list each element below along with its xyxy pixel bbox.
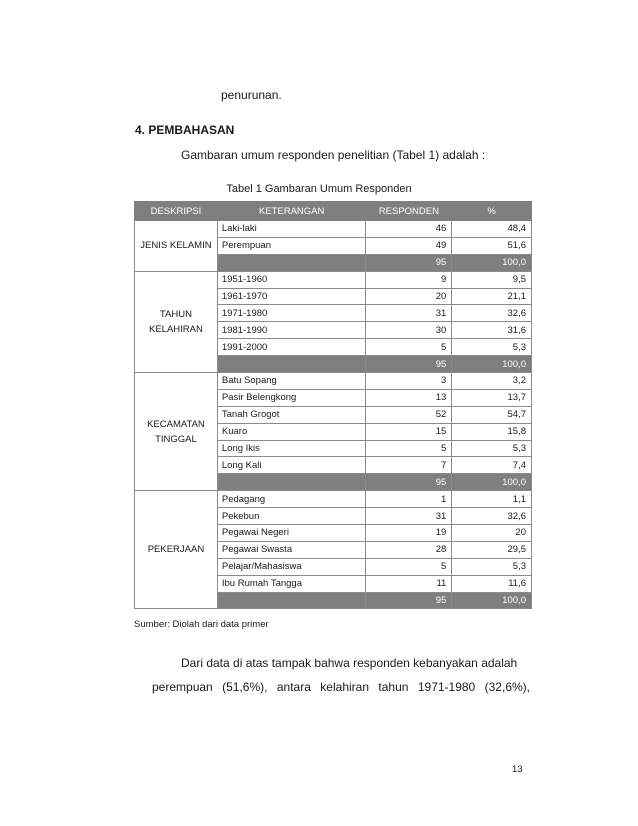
keterangan-cell: 1951-1960	[217, 271, 366, 288]
responden-cell: 31	[366, 508, 452, 525]
category-cell: PEKERJAAN	[135, 491, 218, 609]
responden-cell: 52	[366, 406, 452, 423]
responden-cell: 28	[366, 541, 452, 558]
total-responden-cell: 95	[366, 356, 452, 373]
body-paragraph-line-1: Dari data di atas tampak bahwa responden kebanyakan adalah	[181, 656, 518, 670]
keterangan-cell: 1961-1970	[217, 288, 366, 305]
keterangan-cell: Tanah Grogot	[217, 406, 366, 423]
keterangan-cell: Laki-laki	[217, 221, 366, 238]
percent-cell: 48,4	[452, 221, 532, 238]
category-cell: JENIS KELAMIN	[135, 221, 218, 272]
responden-cell: 31	[366, 305, 452, 322]
total-blank-cell	[217, 356, 366, 373]
responden-cell: 1	[366, 491, 452, 508]
percent-cell: 31,6	[452, 322, 532, 339]
previous-page-text: penurunan.	[221, 88, 282, 102]
percent-cell: 9,5	[452, 271, 532, 288]
responden-cell: 11	[366, 575, 452, 592]
percent-cell: 21,1	[452, 288, 532, 305]
total-percent-cell: 100,0	[452, 592, 532, 609]
table-header-row	[135, 202, 532, 221]
header-responden: RESPONDEN	[366, 202, 452, 221]
percent-cell: 15,8	[452, 423, 532, 440]
responden-cell: 15	[366, 423, 452, 440]
table-row	[135, 491, 532, 508]
table-source-note: Sumber: Diolah dari data primer	[134, 619, 269, 630]
percent-cell: 32,6	[452, 508, 532, 525]
responden-cell: 5	[366, 558, 452, 575]
keterangan-cell: Kuaro	[217, 423, 366, 440]
keterangan-cell: Long Kali	[217, 457, 366, 474]
table-row	[135, 271, 532, 288]
page-number: 13	[512, 764, 523, 775]
percent-cell: 20	[452, 525, 532, 542]
keterangan-cell: Pasir Belengkong	[217, 389, 366, 406]
total-responden-cell: 95	[366, 592, 452, 609]
table-caption: Tabel 1 Gambaran Umum Responden	[226, 183, 412, 195]
responden-cell: 9	[366, 271, 452, 288]
total-responden-cell: 95	[366, 474, 452, 491]
body-paragraph-line-2: perempuan (51,6%), antara kelahiran tahun 1971-1980 (32,6%),	[152, 680, 530, 694]
percent-cell: 54,7	[452, 406, 532, 423]
keterangan-cell: 1971-1980	[217, 305, 366, 322]
keterangan-cell: Pekebun	[217, 508, 366, 525]
keterangan-cell: Pelajar/Mahasiswa	[217, 558, 366, 575]
responden-cell: 3	[366, 373, 452, 390]
table-row	[135, 221, 532, 238]
total-blank-cell	[217, 474, 366, 491]
percent-cell: 51,6	[452, 237, 532, 254]
keterangan-cell: Batu Sopang	[217, 373, 366, 390]
responden-cell: 13	[366, 389, 452, 406]
keterangan-cell: 1981-1990	[217, 322, 366, 339]
keterangan-cell: Perempuan	[217, 237, 366, 254]
total-blank-cell	[217, 592, 366, 609]
responden-cell: 5	[366, 440, 452, 457]
responden-cell: 20	[366, 288, 452, 305]
percent-cell: 29,5	[452, 541, 532, 558]
keterangan-cell: Pedagang	[217, 491, 366, 508]
keterangan-cell: Pegawai Swasta	[217, 541, 366, 558]
percent-cell: 7,4	[452, 457, 532, 474]
keterangan-cell: Ibu Rumah Tangga	[217, 575, 366, 592]
section-heading: 4. PEMBAHASAN	[135, 123, 235, 137]
total-percent-cell: 100,0	[452, 474, 532, 491]
header-deskripsi: DESKRIPSI	[135, 202, 218, 221]
responden-cell: 7	[366, 457, 452, 474]
keterangan-cell: Long Ikis	[217, 440, 366, 457]
percent-cell: 32,6	[452, 305, 532, 322]
category-cell: TAHUN KELAHIRAN	[135, 271, 218, 372]
percent-cell: 5,3	[452, 339, 532, 356]
percent-cell: 1,1	[452, 491, 532, 508]
total-blank-cell	[217, 254, 366, 271]
header-percent: %	[452, 202, 532, 221]
percent-cell: 5,3	[452, 440, 532, 457]
header-keterangan: KETERANGAN	[217, 202, 366, 221]
responden-cell: 46	[366, 221, 452, 238]
keterangan-cell: Pegawai Negeri	[217, 525, 366, 542]
percent-cell: 3,2	[452, 373, 532, 390]
respondent-table	[134, 201, 532, 609]
responden-cell: 49	[366, 237, 452, 254]
total-responden-cell: 95	[366, 254, 452, 271]
responden-cell: 19	[366, 525, 452, 542]
table-row	[135, 373, 532, 390]
total-percent-cell: 100,0	[452, 356, 532, 373]
table-body	[135, 221, 532, 609]
category-cell: KECAMATAN TINGGAL	[135, 373, 218, 491]
responden-cell: 5	[366, 339, 452, 356]
percent-cell: 13,7	[452, 389, 532, 406]
total-percent-cell: 100,0	[452, 254, 532, 271]
intro-paragraph: Gambaran umum responden penelitian (Tabel 1) adalah :	[181, 148, 486, 162]
percent-cell: 11,6	[452, 575, 532, 592]
responden-cell: 30	[366, 322, 452, 339]
keterangan-cell: 1991-2000	[217, 339, 366, 356]
percent-cell: 5,3	[452, 558, 532, 575]
